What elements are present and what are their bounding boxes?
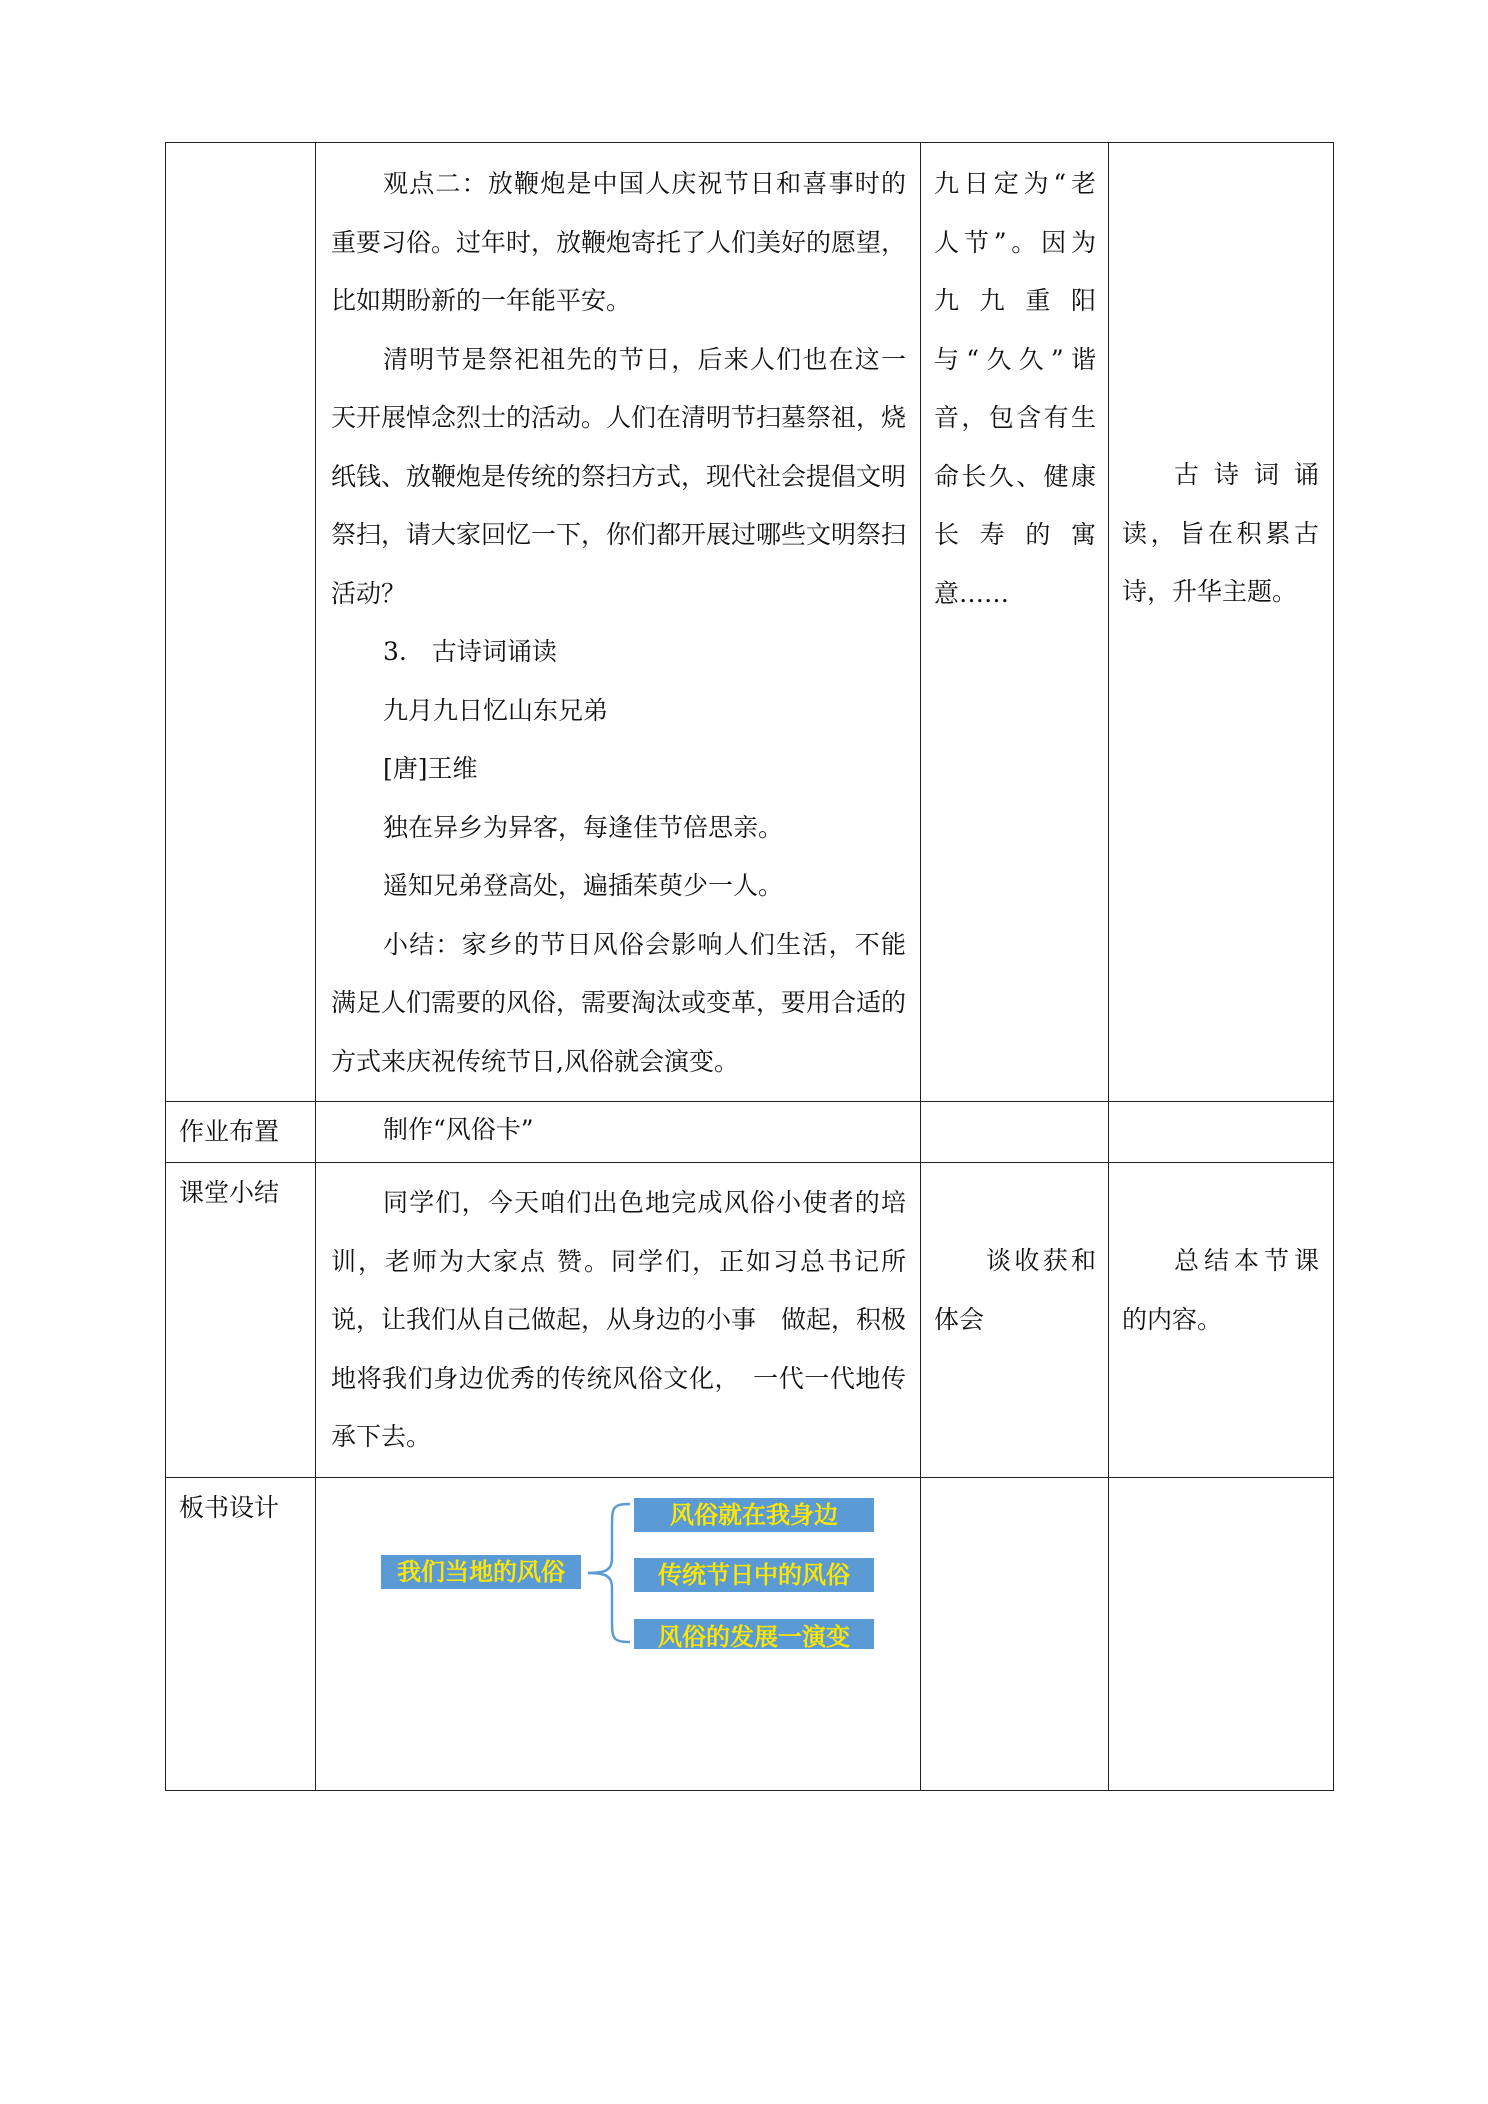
intent-cell [1109, 143, 1334, 1102]
lesson-plan-table [165, 142, 1334, 1791]
board-branch-box: 传统节日中的风俗 [634, 1558, 874, 1592]
design-intent-text: 总结本节课的内容。 [1122, 1246, 1319, 1334]
board-branch-box: 风俗的发展一演变 [634, 1619, 874, 1649]
poem-line: 遥知兄弟登高处，遍插茱萸少一人。 [383, 871, 784, 900]
table-row [166, 1163, 1334, 1478]
label-cell [166, 1163, 316, 1478]
content-cell [316, 1102, 921, 1163]
content-cell [316, 1163, 921, 1478]
intent-cell [1109, 1477, 1334, 1790]
content-cell [316, 143, 921, 1102]
paragraph: 清明节是祭祀祖先的节日，后来人们也在这一天开展悼念烈士的活动。人们在清明节扫墓祭祖，烧纸钱、放鞭炮是传统的祭扫方式，现代社会提倡文明祭扫，请大家回忆一下，你们都开展过哪些文明祭扫活动？ [331, 344, 907, 608]
row-label: 板书设计 [179, 1492, 280, 1522]
paragraph: 观点二：放鞭炮是中国人庆祝节日和喜事时的重要习俗。过年时，放鞭炮寄托了人们美好的愿望，比如期盼新的一年能平安。 [331, 169, 907, 315]
label-cell [166, 1102, 316, 1163]
row-label: 课堂小结 [179, 1178, 280, 1207]
table-row [166, 1102, 1334, 1163]
poem-author: [唐]王维 [383, 754, 478, 783]
paragraph: 3. 古诗词诵读 [383, 637, 557, 666]
intent-cell [1109, 1163, 1334, 1478]
student-activity-text: 九日定为“老人节”。因为九九重阳与“久久”谐音，包含有生命长久、健康长寿的寓意…… [934, 169, 1096, 608]
intent-cell [1109, 1102, 1334, 1163]
board-main-box: 我们当地的风俗 [381, 1555, 581, 1589]
poem-title: 九月九日忆山东兄弟 [383, 695, 609, 725]
student-cell [921, 1163, 1109, 1478]
row-label: 作业布置 [179, 1117, 280, 1146]
table-row [166, 143, 1334, 1102]
student-cell [921, 1477, 1109, 1790]
student-cell [921, 1102, 1109, 1163]
table-row [166, 1477, 1334, 1790]
class-summary-text: 同学们，今天咱们出色地完成风俗小使者的培训，老师为大家点 赞。同学们，正如习总书记所说，让我们从自己做起，从身边的小事 做起，积极地将我们身边优秀的传统风俗文化， 一代一代地传承下去。 [331, 1188, 907, 1451]
student-activity-text: 谈收获和体会 [934, 1246, 1096, 1334]
label-cell [166, 1477, 316, 1790]
label-cell [166, 143, 316, 1102]
homework-text: 制作“风俗卡” [383, 1115, 534, 1144]
curly-brace-icon [582, 1498, 634, 1648]
design-intent-text: 古诗词诵读，旨在积累古诗，升华主题。 [1122, 460, 1319, 606]
student-cell [921, 143, 1109, 1102]
poem-line: 独在异乡为异客，每逢佳节倍思亲。 [383, 812, 784, 842]
board-design-cell [316, 1477, 921, 1790]
board-diagram [316, 1478, 920, 1788]
board-branch-box: 风俗就在我身边 [634, 1498, 874, 1532]
summary-paragraph: 小结：家乡的节日风俗会影响人们生活，不能满足人们需要的风俗，需要淘汰或变革，要用合适的方式来庆祝传统节日,风俗就会演变。 [331, 929, 907, 1076]
